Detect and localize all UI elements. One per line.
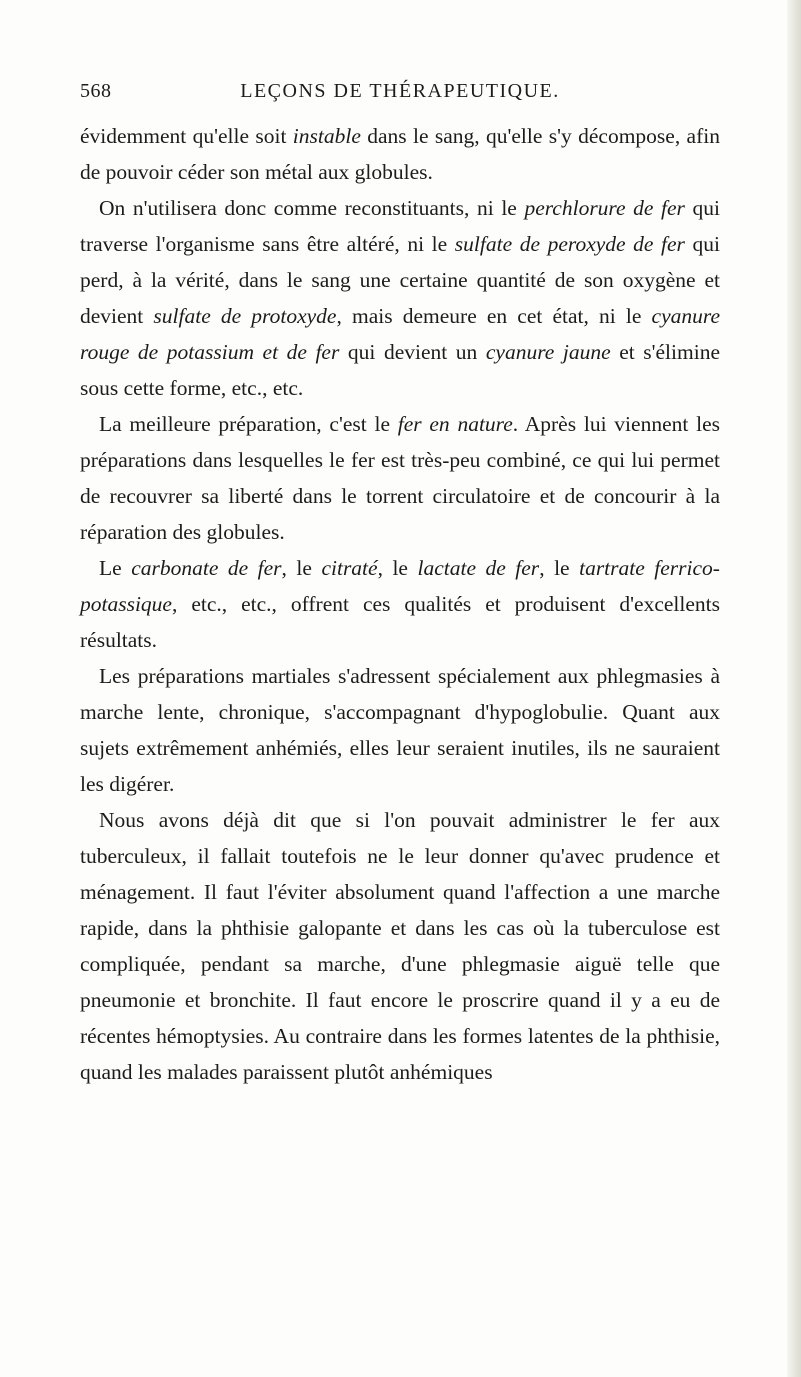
italic-term: tartrate ferrico-potassique (80, 556, 720, 616)
text-span: . Après lui viennent les préparations dans lesquelles le fer est très-peu combiné, ce qui lui permet de recouvrer sa liberté dans le torrent circulatoire et de concourir à la réparation des globules. (80, 412, 720, 544)
italic-term: sulfate de protoxyde (153, 304, 337, 328)
italic-term: sulfate de peroxyde de fer (454, 232, 685, 256)
italic-term: carbonate de fer (131, 556, 282, 580)
text-span: évidemment qu'elle soit (80, 124, 293, 148)
italic-term: citraté (321, 556, 378, 580)
text-span: , etc., etc., offrent ces qualités et produisent d'excellents résultats. (80, 592, 720, 652)
text-span: On n'utilisera donc comme reconstituants, ni le (99, 196, 525, 220)
text-span: , le (377, 556, 418, 580)
text-span: dans le sang, qu'elle s'y décompose, afin de pouvoir céder son métal aux globules. (80, 124, 720, 184)
text-span: Les préparations martiales s'adressent spécialement aux phlegmasies à marche lente, chronique, s'accompagnant d'hypoglobulie. Quant aux sujets extrêmement anhémiés, elles leur seraient inutiles, ils ne sauraient les digérer. (80, 664, 720, 796)
paragraph-2 (80, 190, 720, 406)
page-edge-shadow (787, 0, 801, 1377)
text-span: qui perd, à la vérité, dans le sang une certaine quantité de son oxygène et devient (80, 232, 720, 328)
text-span: , mais demeure en cet état, ni le (336, 304, 652, 328)
text-span: Le (99, 556, 132, 580)
text-span: qui devient un (339, 340, 486, 364)
running-title: LEÇONS DE THÉRAPEUTIQUE. (240, 80, 560, 102)
text-span: et s'élimine sous cette forme, etc., etc. (80, 340, 720, 400)
paragraph-1 (80, 118, 720, 190)
italic-term: perchlorure de fer (524, 196, 685, 220)
paragraph-5 (80, 658, 720, 802)
text-span: qui traverse l'organisme sans être altéré, ni le (80, 196, 720, 256)
italic-term: fer en nature (397, 412, 513, 436)
text-span: La meilleure préparation, c'est le (99, 412, 398, 436)
italic-term: lactate de fer (417, 556, 540, 580)
paragraph-3 (80, 406, 720, 550)
italic-term: cyanure rouge de potassium et de fer (80, 304, 720, 364)
text-span: Nous avons déjà dit que si l'on pouvait administrer le fer aux tuberculeux, il fallait toutefois ne le leur donner qu'avec prudence et ménagement. Il faut l'éviter absolument quand l'affection a une marche rapide, dans la phthisie galopante et dans les cas où la tuberculose est compliquée, pendant sa marche, d'une phlegmasie aiguë telle que pneumonie et bronchite. Il faut encore le proscrire quand il y a eu de récentes hémoptysies. Au contraire dans les formes latentes de la phthisie, quand les malades paraissent plutôt anhémiques (80, 808, 720, 1084)
page-number: 568 (80, 80, 112, 102)
paragraph-4 (80, 550, 720, 658)
text-span: , le (281, 556, 322, 580)
text-span: , le (539, 556, 580, 580)
body-text (80, 118, 720, 1090)
italic-term: instable (292, 124, 361, 148)
paragraph-6 (80, 802, 720, 1090)
italic-term: cyanure jaune (485, 340, 611, 364)
running-head (80, 80, 720, 106)
